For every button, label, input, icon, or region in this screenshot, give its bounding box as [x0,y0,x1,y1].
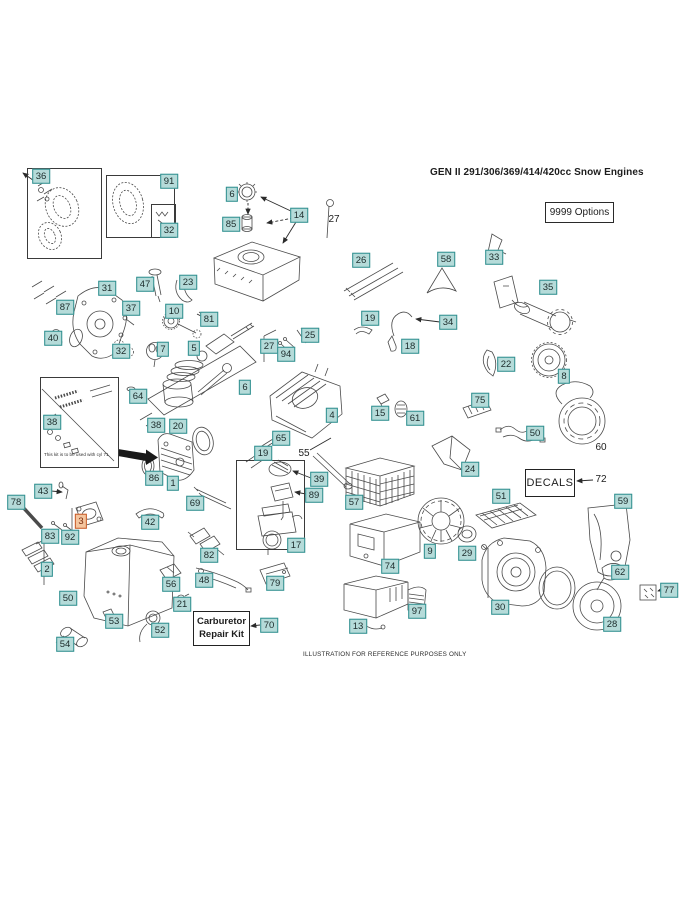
callout-28[interactable]: 28 [603,617,621,632]
callout-40[interactable]: 40 [44,331,62,346]
callout-30[interactable]: 30 [491,600,509,615]
callout-81[interactable]: 81 [200,312,218,327]
callout-86[interactable]: 86 [145,471,163,486]
callout-56[interactable]: 56 [162,577,180,592]
callout-34[interactable]: 34 [439,315,457,330]
callout-6[interactable]: 6 [226,187,238,202]
callout-19[interactable]: 19 [361,311,379,326]
callout-35[interactable]: 35 [539,280,557,295]
callout-26[interactable]: 26 [352,253,370,268]
callout-32[interactable]: 32 [160,223,178,238]
callout-39[interactable]: 39 [310,472,328,487]
callout-27: 27 [328,214,340,225]
decals-label: DECALS [526,477,574,489]
callout-61[interactable]: 61 [406,411,424,426]
carb-kit-line2: Repair Kit [199,628,244,640]
callout-65[interactable]: 65 [272,431,290,446]
callout-89[interactable]: 89 [305,488,323,503]
callout-36[interactable]: 36 [32,169,50,184]
reference-footnote: ILLUSTRATION FOR REFERENCE PURPOSES ONLY [303,651,467,658]
callout-3[interactable]: 3 [75,514,87,529]
callout-6-2[interactable]: 6 [239,380,251,395]
callout-54[interactable]: 54 [56,637,74,652]
callout-4[interactable]: 4 [326,408,338,423]
callout-62[interactable]: 62 [611,565,629,580]
callout-10[interactable]: 10 [165,304,183,319]
callout-78[interactable]: 78 [7,495,25,510]
callout-69[interactable]: 69 [186,496,204,511]
callout-37[interactable]: 37 [122,301,140,316]
callout-7[interactable]: 7 [157,342,169,357]
callout-22[interactable]: 22 [497,357,515,372]
callout-53[interactable]: 53 [105,614,123,629]
callout-17[interactable]: 17 [287,538,305,553]
callout-24[interactable]: 24 [461,462,479,477]
callout-31[interactable]: 31 [98,281,116,296]
callout-19-2[interactable]: 19 [254,446,272,461]
callout-2[interactable]: 2 [41,562,53,577]
callout-50[interactable]: 50 [526,426,544,441]
callout-32-2[interactable]: 32 [112,344,130,359]
callout-72: 72 [595,474,607,485]
callout-38[interactable]: 38 [43,415,61,430]
callout-27-2[interactable]: 27 [260,339,278,354]
callout-59[interactable]: 59 [614,494,632,509]
callout-94[interactable]: 94 [277,347,295,362]
carb-kit-line1: Carburetor [196,616,247,628]
callout-18[interactable]: 18 [401,339,419,354]
callout-75[interactable]: 75 [471,393,489,408]
callout-70[interactable]: 70 [260,618,278,633]
callout-58[interactable]: 58 [437,252,455,267]
callout-47[interactable]: 47 [136,277,154,292]
callout-13[interactable]: 13 [349,619,367,634]
options-box [545,202,614,223]
callout-33[interactable]: 33 [485,250,503,265]
callout-38-2[interactable]: 38 [147,418,165,433]
callout-91[interactable]: 91 [160,174,178,189]
callout-60: 60 [595,442,607,453]
callout-85[interactable]: 85 [222,217,240,232]
callout-79[interactable]: 79 [266,576,284,591]
callout-8[interactable]: 8 [558,369,570,384]
callout-83[interactable]: 83 [41,529,59,544]
callout-64[interactable]: 64 [129,389,147,404]
callout-50-2[interactable]: 50 [59,591,77,606]
kit-usage-note: This kit is to be used with cyl 71 [44,452,109,457]
carburetor-repair-kit-box [193,611,250,646]
callout-23[interactable]: 23 [179,275,197,290]
callout-1[interactable]: 1 [167,476,179,491]
callout-29[interactable]: 29 [458,546,476,561]
callout-51[interactable]: 51 [492,489,510,504]
decals-box [525,469,575,497]
options-label: 9999 Options [549,207,610,218]
callout-25[interactable]: 25 [301,328,319,343]
callout-14[interactable]: 14 [290,208,308,223]
callout-9[interactable]: 9 [424,544,436,559]
callout-21[interactable]: 21 [173,597,191,612]
callout-92[interactable]: 92 [61,530,79,545]
callout-43[interactable]: 43 [34,484,52,499]
callout-87[interactable]: 87 [56,300,74,315]
callout-55: 55 [298,448,310,459]
callout-52[interactable]: 52 [151,623,169,638]
callout-5[interactable]: 5 [188,341,200,356]
callout-97[interactable]: 97 [408,604,426,619]
callout-42[interactable]: 42 [141,515,159,530]
carburetor-detail-box-17 [236,460,305,550]
callout-48[interactable]: 48 [195,573,213,588]
callout-20[interactable]: 20 [169,419,187,434]
callout-77[interactable]: 77 [660,583,678,598]
callout-74[interactable]: 74 [381,559,399,574]
callout-15[interactable]: 15 [371,406,389,421]
callout-57[interactable]: 57 [345,495,363,510]
diagram-title: GEN II 291/306/369/414/420cc Snow Engines [430,167,644,178]
callout-82[interactable]: 82 [200,548,218,563]
